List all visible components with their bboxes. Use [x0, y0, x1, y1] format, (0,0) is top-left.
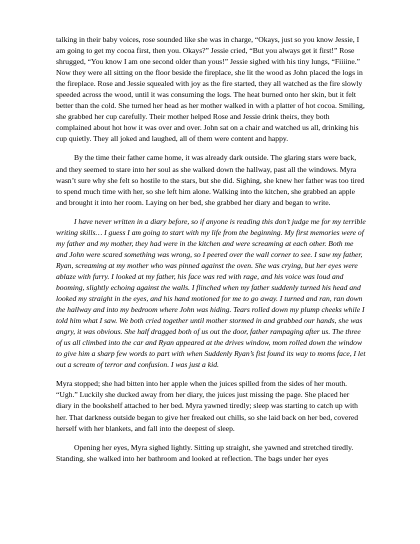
- paragraph-2: By the time their father came home, it was already dark outside. The glaring stars were back, and they seemed to stare into her soul as she walked down the hallway, past all the windows. Myra wasn’t sure why she felt so hostile to the stars, but she did. Sighing, she knew her father was too tired to spend much time with her, so she left him alone. Walking into the kitchen, she grabbed an apple and brought it into her room. Laying on her bed, she grabbed her diary and began to write.: [56, 153, 365, 207]
- paragraph-5: Opening her eyes, Myra sighed lightly. Sitting up straight, she yawned and stretched tiredly. Standing, she walked into her bathroom and looked at reflection. The bags under her eyes: [56, 442, 354, 463]
- paragraph-4: Myra stopped; she had bitten into her apple when the juices spilled from the sides of her mouth. “Ugh.” Luckily she ducked away from her diary, the juices just missing the page. She placed her diary in the bookshelf attached to her bed. Myra yawned tiredly; sleep was starting to catch up with her. That darkness outside began to give her freaked out chills, so she laid back on her bed, covered herself with her blankets, and fall into the deepest of sleep.: [56, 379, 359, 433]
- paragraph-1: talking in their baby voices, rose sounded like she was in charge, “Okays, just so you know Jessie, I am going to get my cocoa first, then you. Okays?” Jessie cried, “But you always get it first!” Rose shrugged, “You know I am one second older than yous!” Jessie sighed with his tiny lungs, “Fiiiine.” Now they were all sitting on the floor beside the fireplace, she lit the wood as John placed the logs in the fireplace. Rose and Jessie squealed with joy as the fire started, they all watched as the fire slowly speeded across the wood, until it was consuming the logs. The heat burned onto her skin, but it felt better than the cold. She turned her head as her mother walked in with a platter of hot cocoa. Smiling, she grabbed her cup carefully. Their mother helped Rose and Jessie drink theirs, they both complained about hot how it was over and over. John sat on a chair and watched us all, drinking his cup quietly. They all joked and laughed, all of them were content and happy.: [56, 35, 365, 144]
- diary-entry-paragraph: I have never written in a diary before, so if anyone is reading this don’t judge me for my terrible writing skills… I guess I am going to start with my life from the beginning. My first memories were of my father and my mother, they had were in the kitchen and were screaming at each other. Both me and John were scared something was wrong, so I peered over the wall corner to see. I saw my father, Ryan, screaming at my mother who was pinned against the oven. She was crying, but her eyes were ablaze with furry. I looked at my father, his face was red with rage, and his voice was loud and booming, slightly echoing against the walls. I flinched when my father suddenly turned his head and looked my straight in the eyes, and his hand motioned for me to go away. I turned and ran, ran down the hallway and into my bedroom where John was hiding. Tears rolled down my plump cheeks while I told him what I saw. We both cried together until mother stormed in and grabbed our hands, she was angry, it was obvious. She half dragged both of us out the door, father rampaging after us. The three of us all climbed into the car and Ryan appeared at the drives window, mom rolled down the window to give him a sharp few words to part with when Suddenly Ryan’s fist found its way to moms face, I let out a scream of terror and confusion. I was just a kid.: [56, 216, 366, 370]
